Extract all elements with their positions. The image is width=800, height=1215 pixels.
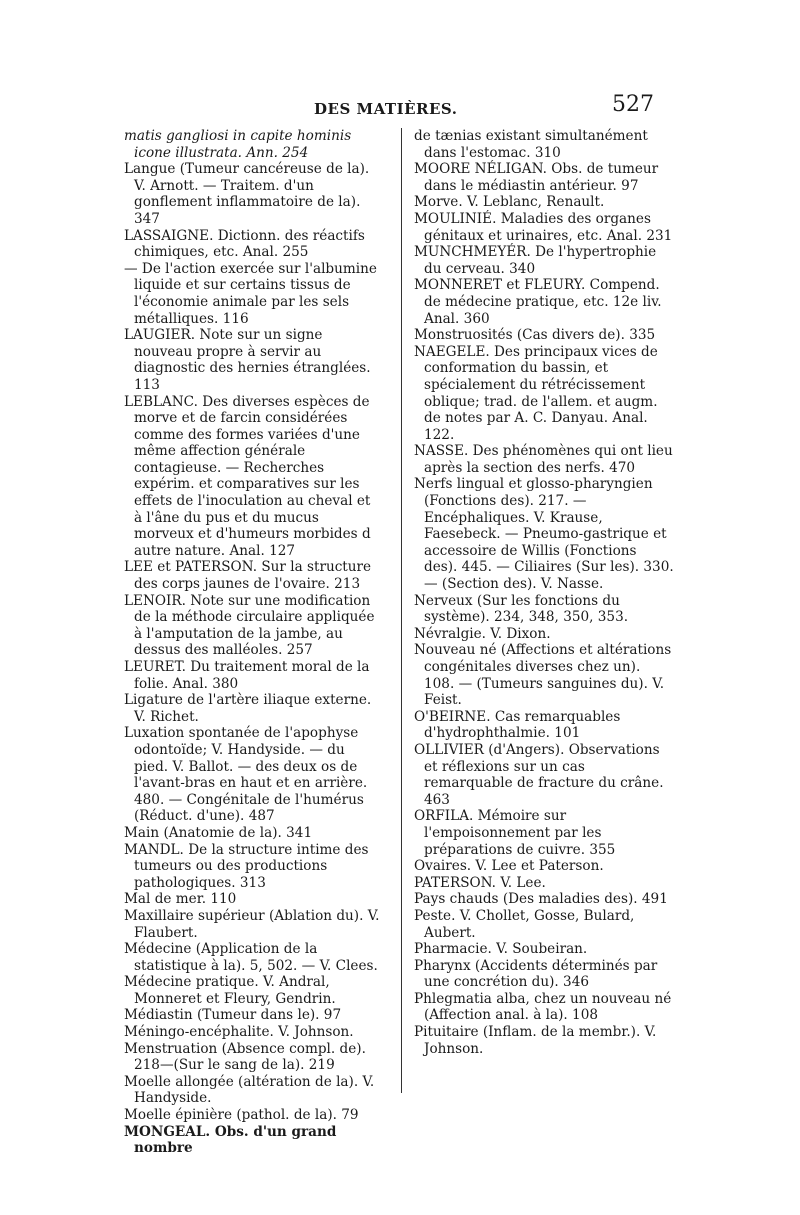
index-entry: MOULINIÉ. Maladies des organes génitaux et urinaires, etc. Anal. 231 (414, 210, 673, 244)
index-entry: Mal de mer. 110 (124, 891, 237, 908)
index-entry: Morve. V. Leblanc, Renault. (414, 194, 605, 211)
page-header (0, 92, 800, 122)
index-entry: Langue (Tumeur cancéreuse de la). V. Arnott. — Traitem. d'un gonflement inflammatoire de la). 347 (124, 161, 370, 227)
index-entry: Moelle épinière (pathol. de la). 79 (124, 1107, 359, 1124)
index-entry: LEURET. Du traitement moral de la folie. Anal. 380 (124, 659, 370, 692)
running-title: DES MATIÈRES. (314, 100, 458, 118)
index-entry: LAUGIER. Note sur un signe nouveau propre à servir au diagnostic des hernies étranglées. 113 (124, 327, 371, 393)
index-entry: Nerfs lingual et glosso-pharyngien (Fonctions des). 217. — Encéphaliques. V. Krause, Faesebeck. — Pneumo-gastrique et accessoire de Willis (Fonctions des). 445. — Ciliaires (Sur les). 330. — (Section des). V. Nasse. (414, 476, 674, 593)
index-entry: Phlegmatia alba, chez un nouveau né (Affection anal. à la). 108 (414, 990, 672, 1024)
index-entry: Pharynx (Accidents déterminés par une concrétion du). 346 (414, 957, 658, 991)
index-entry: MANDL. De la structure intime des tumeurs ou des productions pathologiques. 313 (124, 841, 369, 891)
index-entry: PATERSON. V. Lee. (414, 874, 546, 891)
index-entry: O'BEIRNE. Cas remarquables d'hydrophthalmie. 101 (414, 708, 621, 742)
index-entry: Pays chauds (Des maladies des). 491 (414, 891, 668, 908)
index-entry: Nouveau né (Affections et altérations congénitales diverses chez un). 108. — (Tumeurs sanguines du). V. Feist. (414, 642, 672, 709)
index-entry: Luxation spontanée de l'apophyse odontoïde; V. Handyside. — du pied. V. Ballot. — des deux os de l'avant-bras en haut et en arrière. 480. — Congénitale de l'humérus (Réduct. d'une). 487 (124, 725, 368, 825)
index-entry: OLLIVIER (d'Angers). Observations et réflexions sur un cas remarquable de fracture du crâne. 463 (414, 741, 664, 808)
index-entry: Ovaires. V. Lee et Paterson. (414, 858, 604, 875)
index-entry: Peste. V. Chollet, Gosse, Bulard, Aubert. (414, 907, 635, 941)
index-entry: LEE et PATERSON. Sur la structure des corps jaunes de l'ovaire. 213 (124, 559, 372, 593)
index-entry: Médiastin (Tumeur dans le). 97 (124, 1007, 342, 1024)
index-entry: Monstruosités (Cas divers de). 335 (414, 327, 656, 344)
index-entry: — De l'action exercée sur l'albumine liquide et sur certains tissus de l'économie animale par les sels métalliques. 116 (124, 260, 377, 327)
index-entry: Main (Anatomie de la). 341 (124, 824, 313, 841)
index-entry: Ligature de l'artère iliaque externe. V. Richet. (124, 692, 372, 725)
left-column (124, 128, 382, 1157)
index-entry: de tænias existant simultanément dans l'estomac. 310 (414, 128, 648, 161)
index-entry: Moelle allongée (altération de la). V. Handyside. (124, 1073, 375, 1107)
index-entry: NAEGELE. Des principaux vices de conformation du bassin, et spécialement du rétrécissement oblique; trad. de l'allem. et augm. de notes par A. C. Danyau. Anal. 122. (414, 343, 658, 443)
index-entry: MONGEAL. Obs. d'un grand nombre (124, 1123, 337, 1157)
index-entry: Médecine (Application de la statistique à la). 5, 502. — V. Clees. (124, 941, 378, 974)
page-number: 527 (612, 92, 654, 117)
index-entry: Névralgie. V. Dixon. (414, 625, 551, 642)
column-divider (401, 128, 402, 1093)
index-entry: Menstruation (Absence compl. de). 218—(Sur le sang de la). 219 (124, 1040, 366, 1074)
index-entry: Maxillaire supérieur (Ablation du). V. Flaubert. (124, 907, 380, 941)
index-entry: Pituitaire (Inflam. de la membr.). V. Johnson. (414, 1024, 657, 1057)
index-entry: ORFILA. Mémoire sur l'empoisonnement par les préparations de cuivre. 355 (414, 808, 616, 858)
right-column (414, 128, 674, 1057)
index-entry: Pharmacie. V. Soubeiran. (414, 941, 588, 958)
index-entry: LASSAIGNE. Dictionn. des réactifs chimiques, etc. Anal. 255 (124, 227, 365, 261)
index-entry: LENOIR. Note sur une modification de la méthode circulaire appliquée à l'amputation de la jambe, au dessus des malléoles. 257 (124, 592, 375, 659)
index-entry: MONNERET et FLEURY. Compend. de médecine pratique, etc. 12e liv. Anal. 360 (414, 277, 662, 327)
index-entry: LEBLANC. Des diverses espèces de morve et de farcin considérées comme des formes variées d'une même affection générale contagieuse. — Recherches expérim. et comparatives sur les effets de l'inoculation au cheval et à l'âne du pus et du mucus morveux et d'humeurs morbides d autre nature. Anal. 127 (124, 393, 371, 559)
index-entry: NASSE. Des phénomènes qui ont lieu après la section des nerfs. 470 (414, 443, 673, 476)
index-entry: MOORE NÉLIGAN. Obs. de tumeur dans le médiastin antérieur. 97 (414, 161, 659, 194)
index-entry: Nerveux (Sur les fonctions du système). 234, 348, 350, 353. (414, 592, 629, 626)
index-entry: matis gangliosi in capite hominis icone illustrata. Ann. 254 (124, 128, 352, 161)
index-entry: Médecine pratique. V. Andral, Monneret et Fleury, Gendrin. (124, 974, 336, 1007)
index-entry: Méningo-encéphalite. V. Johnson. (124, 1024, 354, 1041)
index-entry: MUNCHMEYÉR. De l'hypertrophie du cerveau. 340 (414, 244, 657, 277)
